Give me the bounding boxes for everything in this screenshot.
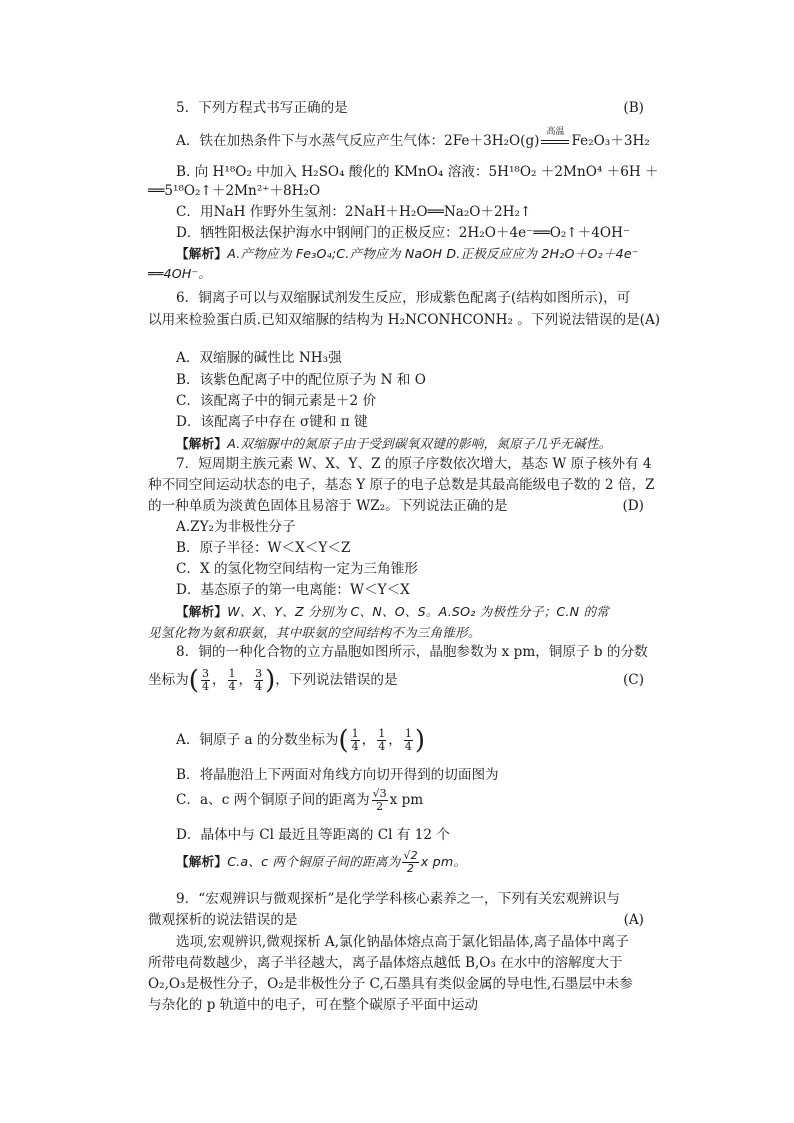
q5-option-c: C．用NaH 作野外生氢剂：2NaH＋H₂O══Na₂O＋2H₂↑ xyxy=(176,204,532,220)
q8-stem-line2: 坐标为( $\frac{3}{4}$ ， $\frac{1}{4}$ ， $\frac{3}{4}$ )，下列说法错误的是 xyxy=(148,665,398,696)
q6-option-a: A．双缩脲的碱性比 NH₃强 xyxy=(176,350,342,366)
q8-option-d: D．晶体中与 Cl 最近且等距离的 Cl 有 12 个 xyxy=(176,827,450,843)
fraction: $\frac{1}{4}$ xyxy=(351,727,359,753)
q7-explanation-line1: 【解析】W、X、Y、Z 分别为 C、N、O、S。A.SO₂ 为极性分子；C.N 的常 xyxy=(176,604,610,619)
fraction: $\frac{3}{4}$ xyxy=(201,667,209,693)
q7-option-a: A.ZY₂为非极性分子 xyxy=(176,519,296,535)
q8-explanation: 【解析】C.a、c 两个铜原子间的距离为 $\frac{√2}{2}$ x pm。 xyxy=(176,849,467,875)
q6-explanation: 【解析】A.双缩脲中的氮原子由于受到碳氧双键的影响，氮原子几乎无碱性。 xyxy=(176,436,612,451)
fraction: $\frac{1}{4}$ xyxy=(404,727,412,753)
fraction: $\frac{√2}{2}$ xyxy=(403,849,418,875)
q9-body-line3: O₂,O₃是极性分子，O₂是非极性分子 C,石墨具有类似金属的导电性,石墨层中未参 xyxy=(148,976,633,992)
reaction-condition: 高温 xyxy=(546,127,565,137)
q5-explanation-line1: 【解析】A.产物应为 Fe₃O₄;C.产物应为 NaOH D.正极反应应为 2H₂O＋O₂＋4e⁻ xyxy=(176,246,639,261)
q6-stem-line1: 6．铜离子可以与双缩脲试剂发生反应，形成紫色配离子(结构如图所示)，可 xyxy=(176,290,631,306)
q8-option-c: C．a、c 两个铜原子间的距离为 $\frac{√3}{2}$ x pm xyxy=(176,787,424,813)
q7-stem-line1: 7．短周期主族元素 W、X、Y、Z 的原子序数依次增大，基态 W 原子核外有 4 xyxy=(176,456,652,472)
q9-body-line1: 选项,宏观辨识,微观探析 A,氯化钠晶体熔点高于氯化铝晶体,离子晶体中离子 xyxy=(176,934,629,950)
q7-answer: (D) xyxy=(622,498,644,514)
q5-stem: 5．下列方程式书写正确的是 xyxy=(176,100,348,116)
q5-explanation-line2: ══4OH⁻。 xyxy=(148,266,212,281)
q9-stem-line2: 微观探析的说法错误的是 xyxy=(148,912,298,928)
q9-body-line2: 所带电荷数越少，离子半径越大，离子晶体熔点越低 B,O₃ 在水中的溶解度大于 xyxy=(148,955,623,971)
q7-explanation-line2: 见氢化物为氨和联氨，其中联氨的空间结构不为三角锥形。 xyxy=(148,625,481,640)
fraction: $\frac{√3}{2}$ xyxy=(372,787,387,813)
q8-option-a: A．铜原子 a 的分数坐标为( $\frac{1}{4}$ ， $\frac{1}{4}$ ， $\frac{1}{4}$ ) xyxy=(176,725,426,756)
q6-option-d: D．该配离子中存在 σ键和 π 键 xyxy=(176,414,368,430)
q7-option-c: C．X 的氢化物空间结构一定为三角锥形 xyxy=(176,561,418,577)
q7-stem-line3: 的一种单质为淡黄色固体且易溶于 WZ₂。下列说法正确的是 xyxy=(148,498,508,514)
q5-option-b-line2: ══5¹⁸O₂↑＋2Mn²⁺＋8H₂O xyxy=(148,183,321,199)
q6-option-b: B．该紫色配离子中的配位原子为 N 和 O xyxy=(176,372,426,388)
fraction: $\frac{3}{4}$ xyxy=(255,667,263,693)
q9-answer: (A) xyxy=(623,912,644,928)
q8-option-b: B．将晶胞沿上下两面对角线方向切开得到的切面图为 xyxy=(176,767,499,783)
q7-stem-line2: 种不同空间运动状态的电子，基态 Y 原子的电子总数是其最高能级电子数的 2 倍，Z xyxy=(148,477,655,493)
q5-answer: (B) xyxy=(623,100,644,116)
q7-option-d: D．基态原子的第一电离能：W＜Y＜X xyxy=(176,582,410,598)
fraction: $\frac{1}{4}$ xyxy=(378,727,386,753)
q5-option-a: A．铁在加热条件下与水蒸气反应产生气体：2Fe＋3H₂O(g) 高温 Fe₂O₃＋3H₂ xyxy=(176,132,650,150)
q6-stem-line2: 以用来检验蛋白质.已知双缩脲的结构为 H₂NCONHCONH₂ 。下列说法错误的是(A) xyxy=(148,312,661,328)
q6-option-c: C．该配离子中的铜元素是＋2 价 xyxy=(176,393,377,409)
fraction: $\frac{1}{4}$ xyxy=(228,667,236,693)
q9-stem-line1: 9．“宏观辨识与微观探析”是化学学科核心素养之一，下列有关宏观辨识与 xyxy=(176,891,620,907)
q8-stem-line1: 8．铜的一种化合物的立方晶胞如图所示，晶胞参数为 x pm，铜原子 b 的分数 xyxy=(176,644,648,660)
q7-option-b: B．原子半径：W＜X＜Y＜Z xyxy=(176,540,351,556)
q8-answer: (C) xyxy=(622,672,644,688)
q5-option-b-line1: B. 向 H¹⁸O₂ 中加入 H₂SO₄ 酸化的 KMnO₄ 溶液：5H¹⁸O₂ ＋2MnO⁴ ＋6H ＋ xyxy=(176,164,659,180)
q9-body-line4: 与杂化的 p 轨道中的电子，可在整个碳原子平面中运动 xyxy=(148,997,478,1013)
q5-option-d: D．牺牲阳极法保护海水中钢闸门的正极反应：2H₂O＋4e⁻══O₂↑＋4OH⁻ xyxy=(176,225,631,241)
